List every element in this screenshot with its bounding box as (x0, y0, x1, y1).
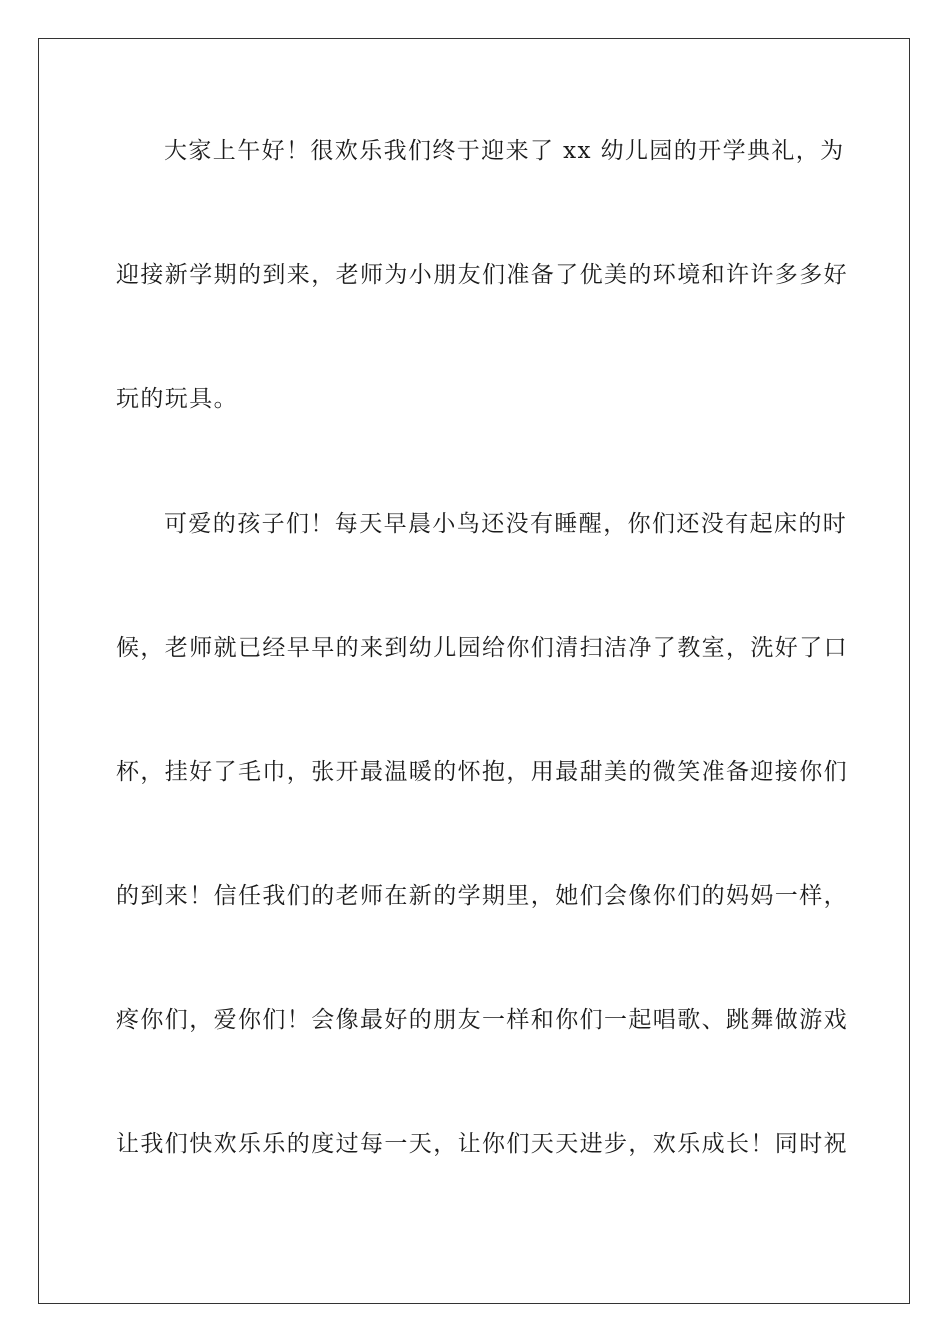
paragraph-1-line-1: 大家上午好！很欢乐我们终于迎来了 xx 幼儿园的开学典礼，为 (164, 138, 845, 164)
paragraph-2-line-4: 的到来！信任我们的老师在新的学期里，她们会像你们的妈妈一样， (116, 883, 848, 909)
paragraph-2-line-1: 可爱的孩子们！每天早晨小鸟还没有睡醒，你们还没有起床的时 (164, 511, 848, 537)
paragraph-2-line-5: 疼你们，爱你们！会像最好的朋友一样和你们一起唱歌、跳舞做游戏 (116, 1007, 848, 1033)
paragraph-2-line-6: 让我们快欢乐乐的度过每一天，让你们天天进步，欢乐成长！同时祝 (116, 1131, 848, 1157)
paragraph-2-line-2: 候，老师就已经早早的来到幼儿园给你们清扫洁净了教室，洗好了口 (116, 635, 848, 661)
page-border (38, 38, 910, 1304)
paragraph-2-line-3: 杯，挂好了毛巾，张开最温暖的怀抱，用最甜美的微笑准备迎接你们 (116, 759, 848, 785)
paragraph-1-line-2: 迎接新学期的到来，老师为小朋友们准备了优美的环境和许许多多好 (116, 262, 848, 288)
paragraph-1-line-3: 玩的玩具。 (116, 386, 238, 412)
